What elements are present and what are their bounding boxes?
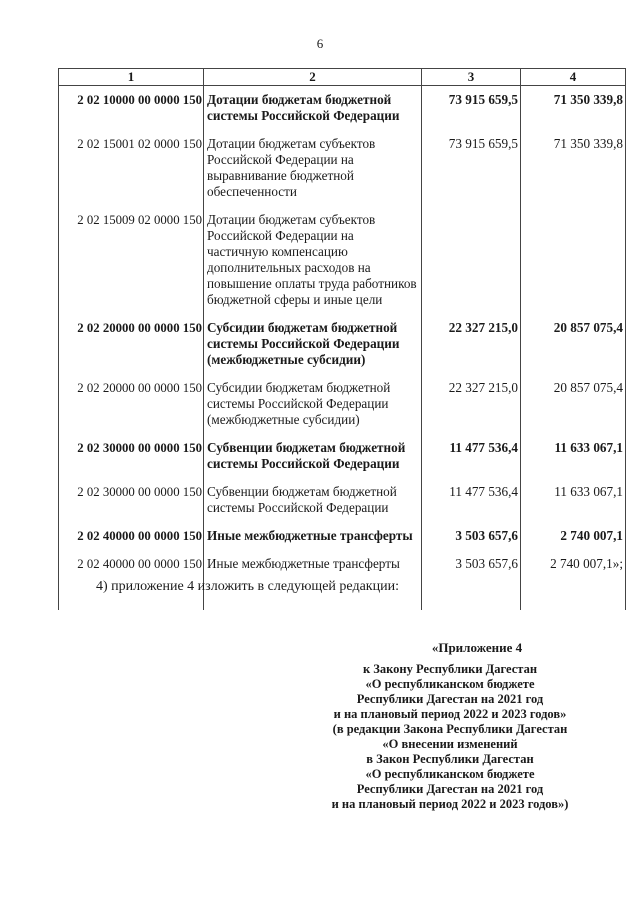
value-2021-cell: 11 477 536,4 — [422, 434, 521, 478]
value-2021-cell: 73 915 659,5 — [422, 86, 521, 131]
table-row — [59, 314, 626, 374]
value-2022-cell — [521, 206, 626, 314]
value-2021-cell: 3 503 657,6 — [422, 550, 521, 610]
appendix-heading — [290, 640, 610, 812]
budget-code-cell: 2 02 40000 00 0000 150 — [59, 522, 204, 550]
table-row — [59, 434, 626, 478]
appendix-line: в Закон Республики Дагестан — [366, 752, 534, 766]
table-row — [59, 478, 626, 522]
appendix-line: «О внесении изменений — [382, 737, 518, 751]
budget-code-cell: 2 02 10000 00 0000 150 — [59, 86, 204, 131]
value-2022-cell: 20 857 075,4 — [521, 314, 626, 374]
value-2021-cell: 11 477 536,4 — [422, 478, 521, 522]
value-2021-cell: 22 327 215,0 — [422, 374, 521, 434]
item-4-text: 4) приложение 4 изложить в следующей редакции: — [96, 579, 399, 594]
budget-code-cell: 2 02 15001 02 0000 150 — [59, 130, 204, 206]
budget-table — [58, 68, 626, 610]
value-2022-cell: 2 740 007,1»; — [521, 550, 626, 610]
name-cell: Субвенции бюджетам бюджетной системы Российской Федерации — [204, 434, 422, 478]
budget-code-cell: 2 02 20000 00 0000 150 — [59, 314, 204, 374]
table-row — [59, 130, 626, 206]
value-2022-cell: 2 740 007,1 — [521, 522, 626, 550]
page-number: 6 — [316, 36, 324, 51]
budget-code-cell: 2 02 30000 00 0000 150 — [59, 478, 204, 522]
appendix-line: «О республиканском бюджете — [365, 677, 535, 691]
value-2022-cell: 20 857 075,4 — [521, 374, 626, 434]
name-cell: Иные межбюджетные трансферты — [204, 522, 422, 550]
value-2022-cell: 11 633 067,1 — [521, 478, 626, 522]
appendix-line: и на плановый период 2022 и 2023 годов» — [333, 707, 567, 721]
name-cell: Дотации бюджетам бюджетной системы Российской Федерации — [204, 86, 422, 131]
name-cell: Субвенции бюджетам бюджетной системы Российской Федерации — [204, 478, 422, 522]
table-row — [59, 374, 626, 434]
budget-code-cell: 2 02 30000 00 0000 150 — [59, 434, 204, 478]
header-col-4: 4 — [521, 69, 626, 86]
value-2021-cell: 3 503 657,6 — [422, 522, 521, 550]
name-cell: Иные межбюджетные трансферты — [204, 550, 422, 610]
appendix-line: Республики Дагестан на 2021 год — [356, 692, 544, 706]
table-row — [59, 522, 626, 550]
name-cell: Субсидии бюджетам бюджетной системы Российской Федерации (межбюджетные субсидии) — [204, 314, 422, 374]
budget-code-cell: 2 02 20000 00 0000 150 — [59, 374, 204, 434]
table-row — [59, 86, 626, 131]
value-2022-cell: 71 350 339,8 — [521, 130, 626, 206]
name-cell: Дотации бюджетам субъектов Российской Федерации на выравнивание бюджетной обеспеченности — [204, 130, 422, 206]
name-cell: Дотации бюджетам субъектов Российской Федерации на частичную компенсацию дополнительных расходов на повышение оплаты труда работников бюджетной сферы и иные цели — [204, 206, 422, 314]
appendix-line: «О республиканском бюджете — [365, 767, 535, 781]
budget-code-cell: 2 02 15009 02 0000 150 — [59, 206, 204, 314]
appendix-title: «Приложение 4 — [431, 640, 523, 655]
name-cell: Субсидии бюджетам бюджетной системы Российской Федерации (межбюджетные субсидии) — [204, 374, 422, 434]
header-col-2: 2 — [204, 69, 422, 86]
value-2022-cell: 11 633 067,1 — [521, 434, 626, 478]
value-2021-cell: 73 915 659,5 — [422, 130, 521, 206]
header-col-1: 1 — [59, 69, 204, 86]
appendix-line: к Закону Республики Дагестан — [362, 662, 538, 676]
value-2021-cell — [422, 206, 521, 314]
table-header-row — [59, 69, 626, 86]
appendix-line: (в редакции Закона Республики Дагестан — [332, 722, 568, 736]
header-col-3: 3 — [422, 69, 521, 86]
value-2021-cell: 22 327 215,0 — [422, 314, 521, 374]
budget-code-cell: 2 02 40000 00 0000 150 — [59, 550, 204, 610]
appendix-line: и на плановый период 2022 и 2023 годов») — [331, 797, 569, 811]
appendix-line: Республики Дагестан на 2021 год — [356, 782, 544, 796]
value-2022-cell: 71 350 339,8 — [521, 86, 626, 131]
table-row — [59, 206, 626, 314]
